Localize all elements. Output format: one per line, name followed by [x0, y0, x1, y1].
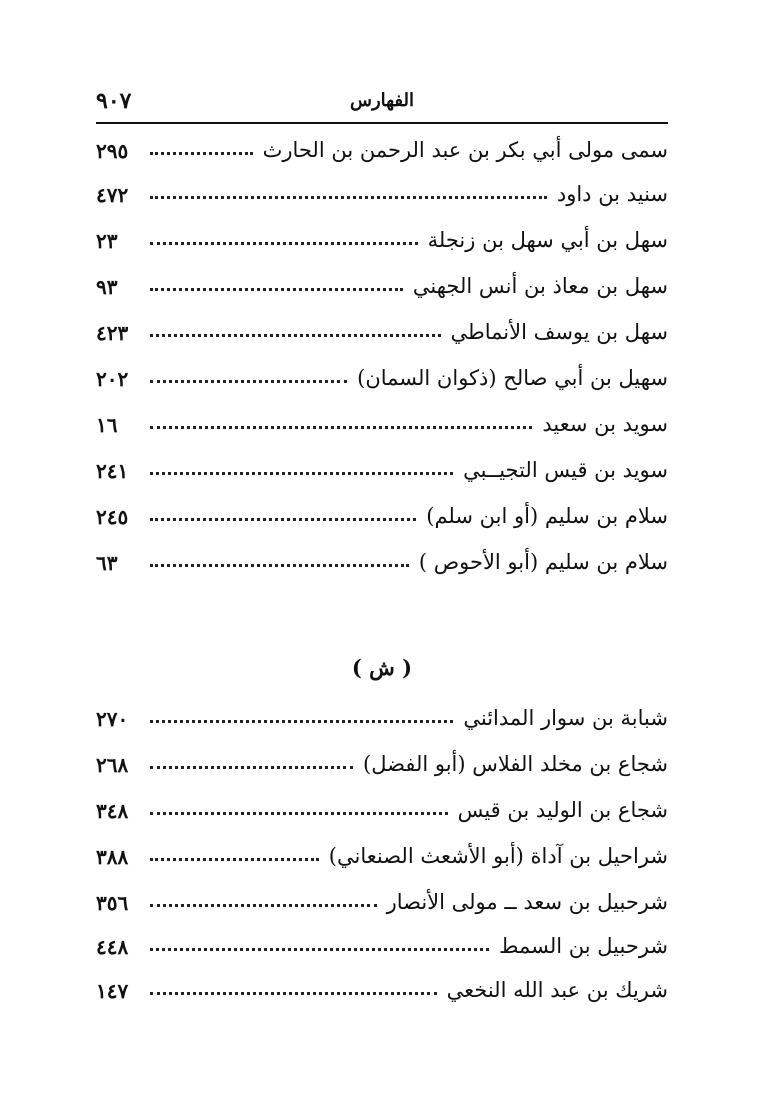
entry-name: سلام بن سليم (أبو الأحوص )	[418, 549, 668, 574]
entry-page-number: ٢٧٠	[96, 707, 129, 731]
entry-page-number: ٢٤٥	[96, 505, 129, 529]
entry-name: سمى مولى أبي بكر بن عبد الرحمن بن الحارث	[262, 137, 668, 162]
dot-leader	[150, 518, 416, 521]
index-entry	[96, 400, 668, 436]
entry-page-number: ٢٦٨	[96, 753, 129, 777]
entry-name: سهل بن أبي سهل بن زنجلة	[427, 227, 668, 252]
entry-name: شراحيل بن آداة (أبو الأشعث الصنعاني)	[328, 843, 668, 868]
dot-leader	[150, 472, 453, 475]
dot-leader	[150, 242, 418, 245]
entry-page-number: ٢٤١	[96, 459, 129, 483]
entry-page-number: ٢٩٥	[96, 139, 129, 163]
entry-page-number: ٤٤٨	[96, 935, 129, 959]
entry-name: سلام بن سليم (أو ابن سلم)	[426, 503, 668, 528]
dot-leader	[150, 288, 403, 291]
index-entry	[96, 786, 668, 822]
entry-page-number: ٦٣	[96, 551, 118, 575]
dot-leader	[150, 858, 319, 861]
index-entry	[96, 740, 668, 776]
dot-leader	[150, 334, 441, 337]
entry-page-number: ١٤٧	[96, 979, 129, 1003]
section-heading: ( ش )	[351, 655, 413, 680]
dot-leader	[150, 380, 347, 383]
entry-page-number: ٢٣	[96, 229, 118, 253]
index-entry	[96, 170, 668, 206]
dot-leader	[150, 812, 448, 815]
entry-page-number: ٤٧٢	[96, 183, 129, 207]
entry-name: شجاع بن مخلد الفلاس (أبو الفضل)	[363, 751, 668, 776]
index-entry	[96, 354, 668, 390]
entry-name: سويد بن قيس التجيــبي	[463, 457, 668, 482]
entry-name: شرحبيل بن سعد ــ مولى الأنصار	[386, 889, 668, 914]
dot-leader	[150, 426, 532, 429]
entry-page-number: ٣٥٦	[96, 891, 129, 915]
entry-name: سهيل بن أبي صالح (ذكوان السمان)	[357, 365, 668, 390]
entry-name: شبابة بن سوار المدائني	[463, 705, 668, 730]
dot-leader	[150, 948, 489, 951]
entry-name: شرحبيل بن السمط	[499, 933, 668, 958]
entry-name: سنيد بن داود	[556, 181, 668, 206]
entry-page-number: ٩٣	[96, 275, 118, 299]
index-entry	[96, 308, 668, 344]
index-entry	[96, 216, 668, 252]
index-entry	[96, 262, 668, 298]
entry-name: سهل بن معاذ بن أنس الجهني	[412, 273, 668, 298]
dot-leader	[150, 904, 377, 907]
dot-leader	[150, 196, 547, 199]
entry-name: سهل بن يوسف الأنماطي	[450, 319, 668, 344]
index-entry	[96, 492, 668, 528]
index-entry	[96, 966, 668, 1002]
page-number: ٩٠٧	[96, 88, 132, 114]
index-entry	[96, 126, 668, 162]
running-title: الفهارس	[349, 90, 415, 111]
index-entry	[96, 694, 668, 730]
entry-name: شريك بن عبد الله النخعي	[446, 977, 668, 1002]
index-entry	[96, 922, 668, 958]
dot-leader	[150, 992, 437, 995]
entry-page-number: ٤٢٣	[96, 321, 129, 345]
entry-name: شجاع بن الوليد بن قيس	[457, 797, 668, 822]
dot-leader	[150, 564, 409, 567]
entry-page-number: ٣٤٨	[96, 799, 129, 823]
index-entry	[96, 832, 668, 868]
page-header	[96, 82, 668, 124]
dot-leader	[150, 766, 353, 769]
entry-page-number: ٢٠٢	[96, 367, 129, 391]
index-entry	[96, 878, 668, 914]
dot-leader	[150, 720, 453, 723]
index-entry	[96, 538, 668, 574]
dot-leader	[150, 152, 253, 155]
entry-name: سويد بن سعيد	[542, 411, 668, 436]
entry-page-number: ١٦	[96, 413, 118, 437]
index-entry	[96, 446, 668, 482]
entry-page-number: ٣٨٨	[96, 845, 129, 869]
